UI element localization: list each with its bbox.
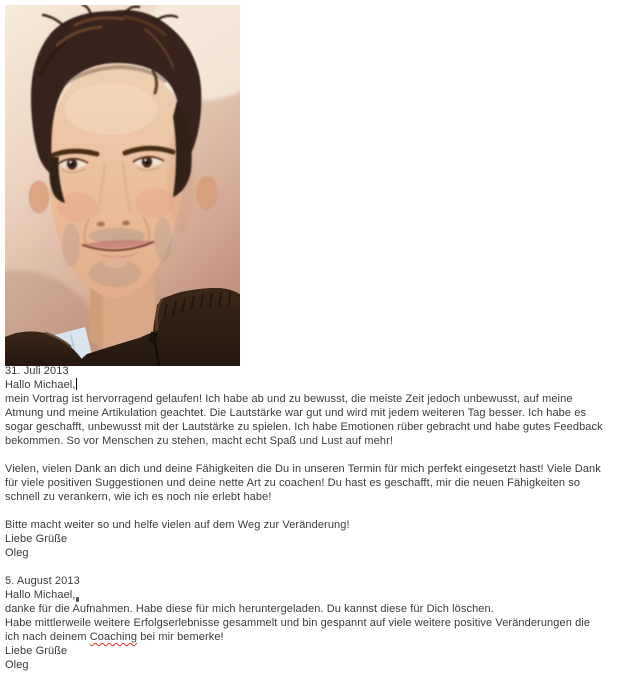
text-line[interactable]: Liebe Grüße (5, 533, 68, 545)
entry-greeting[interactable] (5, 378, 613, 392)
entry-date[interactable]: 31. Juli 2013 (5, 365, 69, 377)
greeting-text: Hallo Michael, (5, 379, 76, 391)
text-line[interactable]: bekommen. So vor Menschen zu stehen, macht echt Spaß und Lust auf mehr! (5, 435, 394, 447)
text-line[interactable]: Liebe Grüße (5, 645, 68, 657)
text-segment: ich nach deinem (5, 631, 90, 643)
blank-line[interactable] (5, 560, 613, 574)
text-line[interactable]: mein Vortrag ist hervorragend gelaufen! Ich habe ab und zu bewusst, die meiste Zeit jedoch unbewusst, auf meine (5, 393, 573, 405)
portrait-photo[interactable] (5, 5, 240, 366)
blank-line[interactable] (5, 448, 613, 462)
entry-date[interactable]: 5. August 2013 (5, 575, 80, 587)
greeting-text: Hallo Michael, (5, 589, 76, 601)
text-cursor (76, 378, 78, 390)
text-line[interactable]: Vielen, vielen Dank an dich und deine Fähigkeiten die Du in unseren Termin für mich perfekt eingesetzt hast! Viele Dank (5, 463, 601, 475)
text-line[interactable] (5, 630, 613, 644)
document-text (5, 364, 613, 672)
entry-greeting[interactable] (5, 588, 613, 602)
blank-line[interactable] (5, 504, 613, 518)
text-line[interactable]: danke für die Aufnahmen. Habe diese für mich heruntergeladen. Du kannst diese für Dich löschen. (5, 603, 494, 615)
misspelled-word[interactable]: Coaching (89, 631, 138, 643)
text-line[interactable]: Bitte macht weiter so und helfe vielen auf dem Weg zur Veränderung! (5, 519, 350, 531)
text-line[interactable]: sogar geschafft, unbewusst mit der Lautstärke zu spielen. Ich habe Emotionen rüber gebracht und habe gutes Feedback (5, 421, 603, 433)
text-segment: bei mir bemerke! (137, 631, 224, 643)
text-line[interactable]: Habe mittlerweile weitere Erfolgserlebnisse gesammelt und bin gespannt auf viele weitere positive Veränderungen die (5, 617, 591, 629)
text-line[interactable]: Oleg (5, 547, 29, 559)
text-line[interactable]: für viele positiven Suggestionen und deine nette Art zu coachen! Du hast es geschafft, mir die neuen Fähigkeiten so (5, 477, 581, 489)
text-line[interactable]: Oleg (5, 659, 29, 671)
text-line[interactable]: schnell zu verankern, wie ich es noch nie erlebt habe! (5, 491, 272, 503)
text-line[interactable]: Atmung und meine Artikulation geachtet. Die Lautstärke war gut und wird mit jedem weiteren Tag besser. Ich habe es (5, 407, 587, 419)
